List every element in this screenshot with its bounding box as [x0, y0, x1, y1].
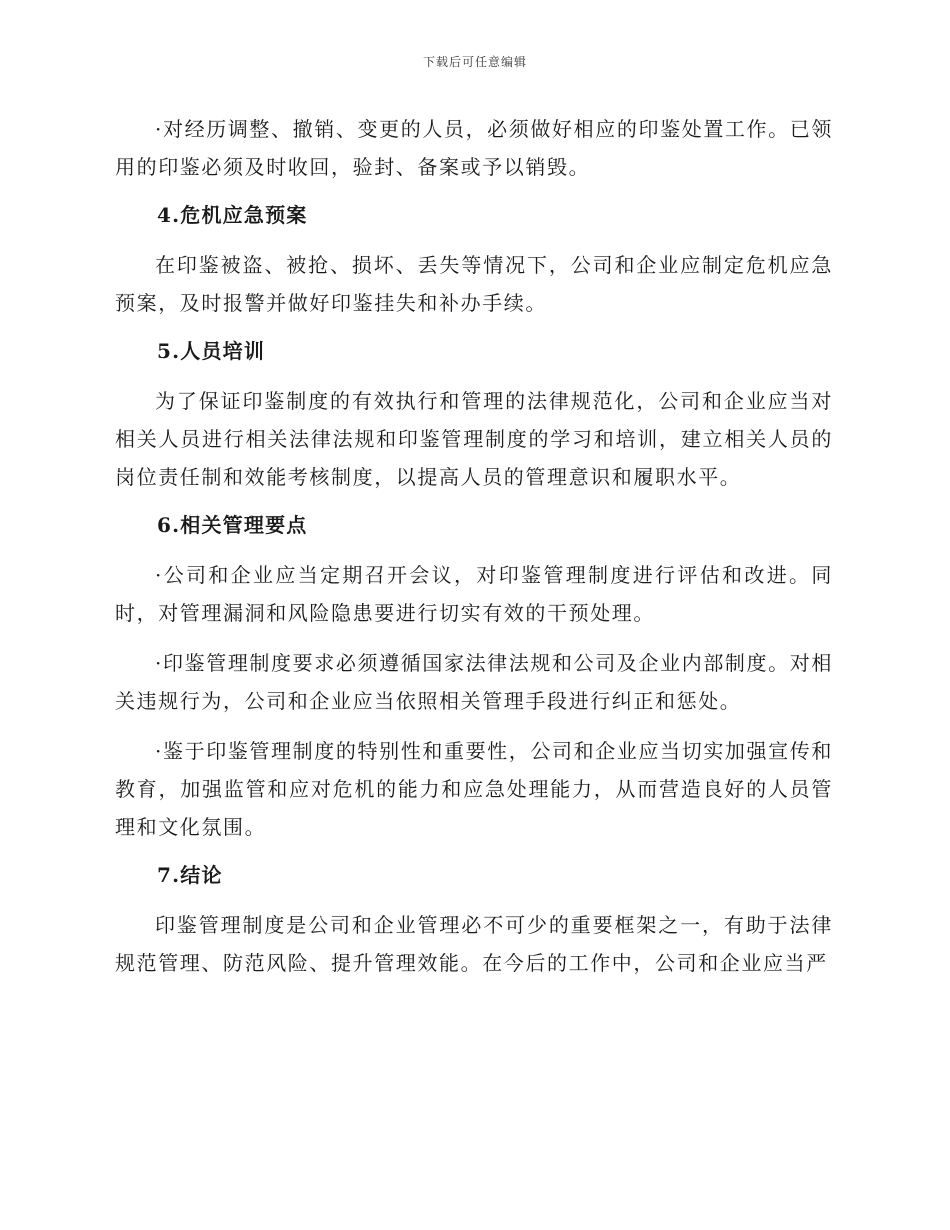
- section-heading-management-points: 6.相关管理要点: [157, 513, 308, 537]
- paragraph-conclusion: 印鉴管理制度是公司和企业管理必不可少的重要框架之一，有助于法律规范管理、防范风险、提升管理效能。在今后的工作中，公司和企业应当严: [115, 913, 833, 975]
- section-heading-crisis-plan: 4.危机应急预案: [157, 203, 308, 227]
- page-header: 下载后可任意编辑: [422, 55, 527, 69]
- paragraph-seal-disposal: ·对经历调整、撤销、变更的人员，必须做好相应的印鉴处置工作。已领用的印鉴必须及时收回，验封、备案或予以销毁。: [115, 117, 833, 179]
- paragraph-point-meetings: ·公司和企业应当定期召开会议，对印鉴管理制度进行评估和改进。同时，对管理漏洞和风险隐患要进行切实有效的干预处理。: [115, 563, 833, 625]
- section-heading-conclusion: 7.结论: [157, 863, 223, 887]
- document-body: [115, 110, 833, 994]
- section-heading-training: 5.人员培训: [157, 339, 266, 363]
- paragraph-point-education: ·鉴于印鉴管理制度的特别性和重要性，公司和企业应当切实加强宣传和教育，加强监管和应对危机的能力和应急处理能力，从而营造良好的人员管理和文化氛围。: [115, 739, 833, 839]
- paragraph-point-compliance: ·印鉴管理制度要求必须遵循国家法律法规和公司及企业内部制度。对相关违规行为，公司和企业应当依照相关管理手段进行纠正和惩处。: [115, 651, 833, 713]
- paragraph-training: 为了保证印鉴制度的有效执行和管理的法律规范化，公司和企业应当对相关人员进行相关法律法规和印鉴管理制度的学习和培训，建立相关人员的岗位责任制和效能考核制度，以提高人员的管理意识和履职水平。: [115, 389, 833, 489]
- paragraph-crisis-plan: 在印鉴被盗、被抢、损坏、丢失等情况下，公司和企业应制定危机应急预案，及时报警并做好印鉴挂失和补办手续。: [115, 253, 833, 315]
